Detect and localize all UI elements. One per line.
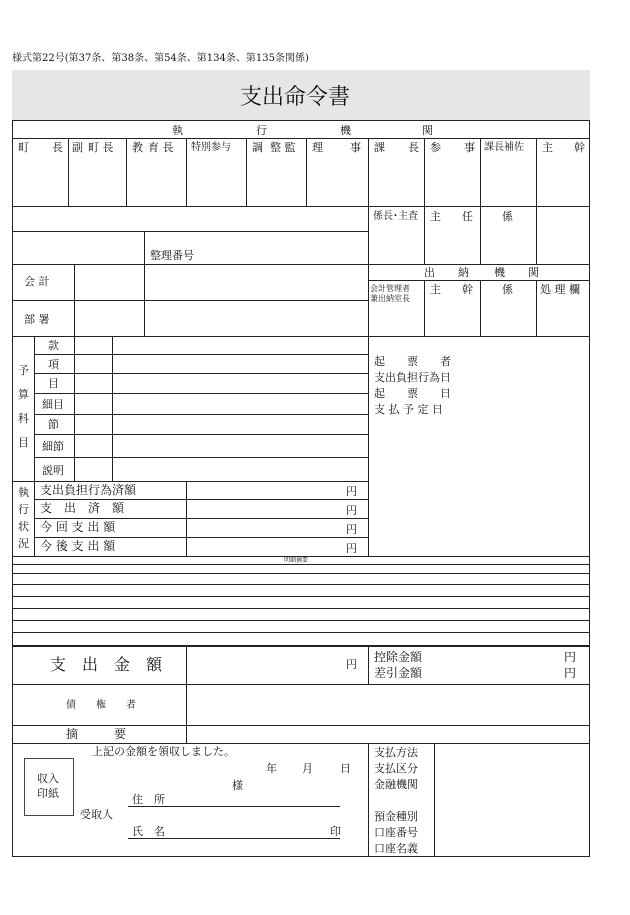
col-chocho-b: 長 [52, 141, 63, 154]
meisai-label: 明細摘要 [284, 557, 309, 564]
col-shukan-b: 幹 [574, 141, 585, 154]
shikko-row-3: 今 回 支 出 額 [40, 520, 116, 534]
suitou-kanri-1: 会計管理者 [370, 284, 410, 293]
suitou-header-1: 出 [424, 266, 435, 279]
date-nen: 年 [266, 762, 277, 775]
row-kou: 項 [48, 358, 59, 371]
jusho-label: 住 所 [132, 793, 165, 806]
shikko-row-4: 今 後 支 出 額 [40, 539, 116, 553]
info-kihyo-bi: 起 票 日 [374, 387, 451, 400]
info-futankoui-bi: 支出負担行為日 [374, 371, 451, 384]
col-riji-a: 理 [312, 141, 323, 154]
form-number-note: 様式第22号(第37条、第38条、第54条、第134条、第135条関係) [12, 53, 309, 64]
exec-header-1: 執 [172, 124, 183, 137]
koujo-label: 控除金額 [374, 650, 423, 664]
info-kihyosha: 起 票 者 [374, 355, 451, 368]
yosan-char-2: 算 [18, 388, 29, 401]
col-kyoiku-a: 教 [132, 141, 143, 154]
yokin-shubetsu-label: 預金種別 [374, 810, 418, 823]
yen-3: 円 [346, 523, 357, 536]
yosan-char-3: 科 [18, 412, 29, 425]
yen-2: 円 [346, 504, 357, 517]
yen-koujo: 円 [564, 650, 577, 664]
in-mark: 印 [330, 825, 341, 838]
shishutsu-kingaku-label: 支 出 金 額 [50, 655, 163, 674]
col-kyoiku-b: 育 長 [148, 141, 174, 154]
ryoshu-text: 上記の金額を領収しました。 [92, 745, 235, 758]
yen-1: 円 [346, 485, 357, 498]
shikko-char-3: 状 [18, 520, 29, 533]
suitou-kakari: 係 [502, 283, 513, 296]
row-saimoku: 細目 [42, 398, 64, 411]
col-chocho-a: 町 [18, 141, 29, 154]
role-shunin-b: 任 [462, 210, 473, 223]
suitou-header-4: 関 [528, 266, 539, 279]
sashihiki-label: 差引金額 [374, 666, 423, 680]
suitou-header-3: 機 [494, 266, 505, 279]
exec-header-3: 機 [340, 124, 351, 137]
col-fukucho-a: 副 [72, 141, 83, 154]
shikko-char-2: 行 [18, 503, 29, 516]
yosan-char-4: 目 [18, 436, 29, 449]
suitou-kanri-2: 兼出納室長 [370, 294, 410, 303]
saikensha-label: 債 権 者 [66, 700, 136, 711]
shunyu-label: 収入 [37, 772, 59, 785]
col-tokubetsu: 特別参与 [191, 142, 231, 153]
suitou-header-2: 納 [458, 266, 469, 279]
suitou-shori: 処 理 欄 [540, 283, 580, 296]
col-fukucho-b: 町 長 [88, 141, 114, 154]
shikko-row-1: 支出負担行為済額 [40, 483, 137, 497]
koza-bango-label: 口座番号 [374, 826, 418, 839]
kinyu-kikan-label: 金融機関 [374, 778, 418, 791]
kaikei-label: 会 計 [24, 275, 50, 288]
role-kakaricho: 係長･主査 [373, 211, 418, 222]
sama-label: 様 [232, 779, 243, 792]
shikko-char-4: 況 [18, 537, 29, 550]
suitou-shu: 主 [430, 283, 441, 296]
yen-total: 円 [346, 658, 357, 671]
yen-sashihiki: 円 [564, 666, 577, 680]
tekiyo-label: 摘 要 [66, 727, 127, 741]
yen-4: 円 [346, 542, 357, 555]
col-sanji-b: 事 [464, 141, 475, 154]
role-kakari: 係 [502, 210, 513, 223]
col-kachohosa: 課長補佐 [484, 142, 524, 153]
shikko-char-1: 執 [18, 486, 29, 499]
shimei-label: 氏 名 [132, 825, 165, 838]
seiri-bango-label: 整理番号 [150, 249, 194, 262]
exec-header-4: 関 [422, 124, 433, 137]
col-shukan-a: 主 [542, 141, 553, 154]
pay-kubun-label: 支払区分 [374, 762, 418, 775]
col-kacho-b: 長 [408, 141, 419, 154]
date-hi: 日 [340, 762, 351, 775]
yosan-char-1: 予 [18, 364, 29, 377]
date-tsuki: 月 [302, 762, 313, 775]
col-sanji-a: 参 [430, 141, 441, 154]
row-setsu: 節 [48, 418, 59, 431]
row-moku: 目 [48, 377, 59, 390]
koza-meigi-label: 口座名義 [374, 842, 418, 855]
col-riji-b: 事 [350, 141, 361, 154]
exec-header-2: 行 [256, 124, 267, 137]
col-chosei-b: 整 監 [270, 141, 296, 154]
row-kan: 款 [48, 339, 59, 352]
page-title: 支出命令書 [240, 85, 351, 110]
info-shiharai-yotei-bi: 支 払 予 定 日 [374, 403, 443, 416]
busho-label: 部 署 [24, 313, 50, 326]
ukeryonin-label: 受取人 [80, 808, 113, 821]
row-saisetsu: 細節 [42, 440, 64, 453]
suitou-kan: 幹 [462, 283, 473, 296]
inshi-label: 印紙 [37, 787, 59, 800]
row-setsumei: 説明 [42, 464, 64, 477]
shikko-row-2: 支 出 済 額 [40, 501, 125, 515]
pay-method-label: 支払方法 [374, 746, 418, 759]
role-shunin-a: 主 [430, 210, 441, 223]
col-kacho-a: 課 [374, 141, 385, 154]
col-chosei-a: 調 [252, 141, 263, 154]
